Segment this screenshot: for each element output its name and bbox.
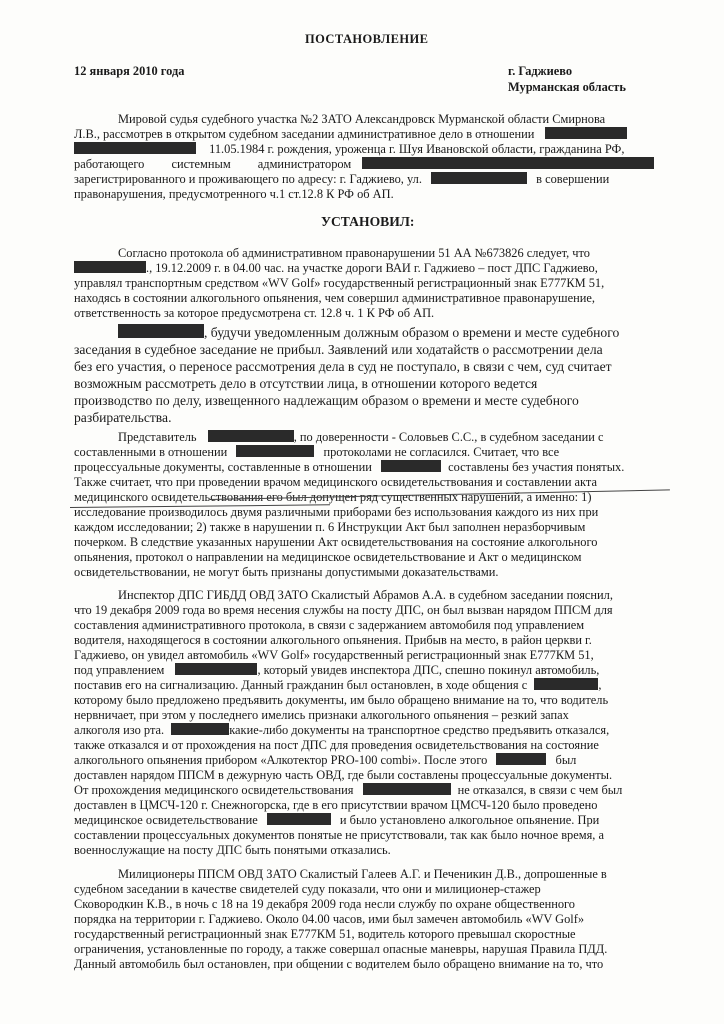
- para4-line: [74, 753, 576, 768]
- para3-line: освидетельствовании, не могут быть признаны допустимыми доказательствами.: [74, 565, 499, 579]
- document-date: 12 января 2010 года: [74, 64, 185, 78]
- redacted-block: [381, 460, 441, 472]
- para4-line: военнослужащие на посту ДПС быть понятыми отказались.: [74, 843, 391, 857]
- redacted-block: [208, 430, 294, 442]
- para1-line: управлял транспортным средством «WV Golf» государственный регистрационный знак Е777КМ 51,: [74, 276, 605, 290]
- redacted-block: [362, 157, 654, 169]
- para4-text: , который увидев инспектора ДПС, спешно покинул автомобиль,: [257, 663, 600, 677]
- para4-line: нервничает, при этом у последнего имелись признаки алкогольного опьянения – резкий запах: [74, 708, 569, 722]
- para4-text: под управлением: [74, 663, 165, 677]
- para5-line: Милиционеры ППСМ ОВД ЗАТО Скалистый Галеев А.Г. и Печеникин Д.В., допрошенные в: [118, 867, 607, 881]
- para4-line: Гаджиево, он увидел автомобиль «WV Golf» государственный регистрационный знак Е777КМ 51,: [74, 648, 594, 662]
- para4-line: которому было предложено предъявить документы, им было обращено внимание на то, что водитель: [74, 693, 609, 707]
- para4-line: поставив его на сигнализацию. Данный гражданин был остановлен, в ходе общения с ,: [74, 678, 602, 692]
- para4-text: был: [555, 753, 577, 767]
- para5-line: Сковородкин К.В., в ночь с 18 на 19 декабря 2009 года несли службу по охране общественного: [74, 897, 575, 911]
- para5-line: государственный регистрационный знак Е777КМ 51, водитель которого превышал скоростные: [74, 927, 576, 941]
- para3-text: процессуальные документы, составленные в отношении: [74, 460, 372, 474]
- intro-text: системным: [171, 157, 231, 171]
- para3-text: , по доверенности - Соловьев С.С., в судебном заседании с: [293, 430, 604, 444]
- established-heading: УСТАНОВИЛ:: [321, 214, 415, 229]
- document-region: Мурманская область: [508, 80, 626, 94]
- para2-line: без его участия, о переносе рассмотрения дела в суд не поступало, в связи с чем, суд считает: [74, 359, 612, 374]
- para3-line: медицинского освидетельствования его был допущен ряд существенных нарушений, а именно: 1): [74, 490, 592, 504]
- para4-line: [74, 663, 599, 678]
- para2-line: заседания в судебное заседание не прибыл. Заявлений или ходатайств о рассмотрении дела: [74, 342, 603, 357]
- para5-line: ограничения, установленные по городу, а также совершал опасные маневры, нарушая Правила ПДД.: [74, 942, 608, 956]
- intro-line: Мировой судья судебного участка №2 ЗАТО Александровск Мурманской области Смирнова: [118, 112, 606, 126]
- para3-text: составленными в отношении: [74, 445, 228, 459]
- para3-line: исследование производилось двумя различными приборами без использования каждого из них при: [74, 505, 599, 519]
- para4-text: и было установлено алкогольное опьянение. При: [339, 813, 600, 827]
- document-title: ПОСТАНОВЛЕНИЕ: [305, 32, 429, 46]
- para4-line: водителя, находящегося в состоянии алкогольного опьянения. Прибыв на место, в район церкви г.: [74, 633, 592, 647]
- para4-line: [74, 723, 609, 738]
- para4-line: [74, 813, 599, 828]
- para5-line: Данный автомобиль был остановлен, при общении с водителем было обращено внимание на то, что: [74, 957, 604, 971]
- redacted-block: [534, 678, 598, 690]
- para5-line: порядка на территории г. Гаджиево. Около 04.00 часов, ими был замечен автомобиль «WV Golf»: [74, 912, 585, 926]
- intro-text: Л.В., рассмотрев в открытом судебном заседании административное дело в отношении: [74, 127, 535, 141]
- para4-line: доставлен в ЦМСЧ-120 г. Снежногорска, где в его присутствии врачом ЦМСЧ-120 было проведено: [74, 798, 598, 812]
- intro-text: администратором: [257, 157, 352, 171]
- para3-line: Также считает, что при проведении врачом медицинского освидетельствования и составлении акта: [74, 475, 597, 489]
- para3-line: [118, 430, 603, 445]
- redacted-block: [118, 324, 204, 338]
- para2-line: производство по делу, извещенного надлежащим образом о времени и месте судебного: [74, 393, 579, 408]
- intro-line: правонарушения, предусмотренного ч.1 ст.12.8 К РФ об АП.: [74, 187, 394, 201]
- para4-text: алкогольного опьянения прибором «Алкотектор PRO-100 combi». После этого: [74, 753, 488, 767]
- redacted-block: [74, 261, 146, 273]
- para5-line: судебном заседании в качестве свидетелей суду показали, что они и милиционер-стажер: [74, 882, 541, 896]
- para2-line: возможным рассмотреть дело в отсутствии лица, в отношении которого ведется: [74, 376, 538, 391]
- document-city: г. Гаджиево: [508, 64, 573, 78]
- para4-line: Инспектор ДПС ГИБДД ОВД ЗАТО Скалистый Абрамов А.А. в судебном заседании пояснил,: [118, 588, 613, 602]
- intro-line: [74, 127, 627, 142]
- redacted-block: [175, 663, 257, 675]
- para3-text: протоколами не согласился. Считает, что все: [323, 445, 560, 459]
- para4-line: также отказался и от прохождения на пост ДПС для проведения освидетельствования на состояние: [74, 738, 599, 752]
- para3-line: [74, 460, 624, 475]
- para1-text: ., 19.12.2009 г. в 04.00 час. на участке дороги ВАИ г. Гаджиево – пост ДПС Гаджиево,: [146, 261, 598, 275]
- intro-text: зарегистрированного и проживающего по адресу: г. Гаджиево, ул.: [74, 172, 422, 186]
- para3-text: Представитель: [118, 430, 197, 444]
- intro-line: [74, 157, 654, 172]
- para3-line: [74, 445, 559, 460]
- para4-text: алкоголя изо рта.: [74, 723, 165, 737]
- redacted-block: [74, 142, 196, 154]
- para4-line: составления административного протокола, в связи с задержанием автомобиля под управлением: [74, 618, 585, 632]
- intro-text: 11.05.1984 г. рождения, уроженца г. Шуя Ивановской области, гражданина РФ,: [209, 142, 625, 156]
- intro-text: работающего: [74, 157, 145, 171]
- redacted-block: [236, 445, 314, 457]
- redacted-block: [431, 172, 527, 184]
- para4-text: медицинское освидетельствование: [74, 813, 258, 827]
- para1-line: ответственность за которое предусмотрена ст. 12.8 ч. 1 К РФ об АП.: [74, 306, 435, 320]
- para4-line: составлении процессуальных документов понятые не присутствовали, так как было ночное время, а: [74, 828, 604, 842]
- para4-text: От прохождения медицинского освидетельствования: [74, 783, 354, 797]
- redacted-block: [363, 783, 451, 795]
- para4-line: [74, 783, 622, 798]
- para4-text: не отказался, в связи с чем был: [457, 783, 623, 797]
- redacted-block: [545, 127, 627, 139]
- para3-line: каждом исследовании; 2) также в нарушении п. 6 Инструкции Акт был заполнен неразборчивым: [74, 520, 586, 534]
- para3-line: опьянения, протокол о направлении на медицинское освидетельствование и Акт о медицинском: [74, 550, 582, 564]
- redacted-block: [267, 813, 331, 825]
- intro-text: в совершении: [536, 172, 610, 186]
- para3-line: почерком. В следствие указанных нарушении Акт освидетельствования на состояние алкогольного: [74, 535, 598, 549]
- para1-line: Согласно протокола об административном правонарушении 51 АА №673826 следует, что: [118, 246, 590, 260]
- para2-line: [118, 324, 619, 341]
- redacted-block: [171, 723, 229, 735]
- para2-line: разбирательства.: [74, 410, 172, 425]
- para4-text: поставив его на сигнализацию. Данный гражданин был остановлен, в ходе общения с: [74, 678, 528, 692]
- intro-line: [74, 142, 624, 157]
- para4-line: доставлен нарядом ППСМ в дежурную часть ОВД, где были составлены процессуальные документы.: [74, 768, 613, 782]
- redacted-block: [496, 753, 546, 765]
- para1-line: [74, 261, 598, 276]
- para1-line: находясь в состоянии алкогольного опьянения, чем совершил административное правонарушение,: [74, 291, 595, 305]
- para4-text: какие-либо документы на транспортное средство предъявить отказался,: [229, 723, 610, 737]
- intro-line: [74, 172, 609, 187]
- para2-text: , будучи уведомленным должным образом о времени и месте судебного: [204, 325, 620, 340]
- para3-text: составлены без участия понятых.: [448, 460, 625, 474]
- para4-line: что 19 декабря 2009 года во время несения службы на посту ДПС, он был вызван нарядом ППСМ для: [74, 603, 613, 617]
